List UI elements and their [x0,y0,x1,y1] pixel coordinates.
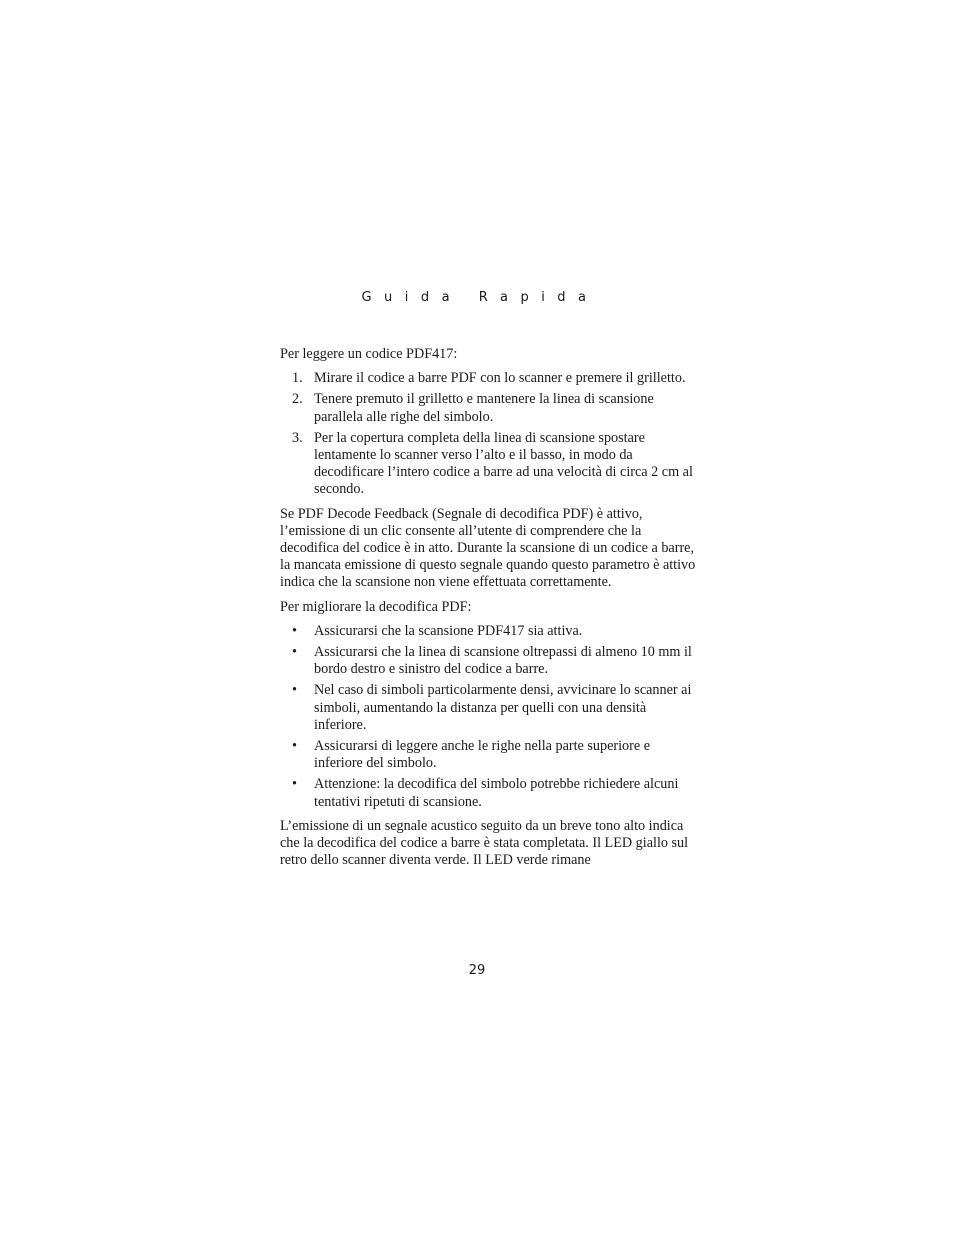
list-item [280,738,700,772]
list-item [280,391,700,425]
step-text: Per la copertura completa della linea di scansione spostare lentamente lo scanner verso l’alto e il basso, in modo da decodificare l’intero codice a barre ad una velocità di circa 2 cm al secondo. [314,429,693,498]
feedback-paragraph: Se PDF Decode Feedback (Segnale di decodifica PDF) è attivo, l’emissione di un clic consente all’utente di comprendere che la decodifica del codice è in atto. Durante la scansione di un codice a barre, la mancata emissione di questo segnale quando questo parametro è attivo indica che la scansione non viene effettuata correttamente. [280,505,696,591]
list-item [280,682,700,734]
intro-pdf-paragraph: Per leggere un codice PDF417: [280,346,458,362]
page-number: 29 [468,963,486,978]
step-text: Mirare il codice a barre PDF con lo scanner e premere il grilletto. [314,370,686,387]
tip-text: Assicurarsi di leggere anche le righe nella parte superiore e inferiore del simbolo. [314,738,651,772]
bullet-icon: • [292,644,297,661]
list-item [280,644,700,678]
tip-text: Attenzione: la decodifica del simbolo potrebbe richiedere alcuni tentativi ripetuti di scansione. [314,776,679,810]
tips-list [280,623,700,811]
page-body [280,346,700,876]
step-number: 2. [292,391,303,408]
improve-intro-paragraph: Per migliorare la decodifica PDF: [280,598,472,615]
tip-text: Assicurarsi che la linea di scansione oltrepassi di almeno 10 mm il bordo destro e sinistro del codice a barre. [314,644,692,678]
list-item [280,430,700,499]
bullet-icon: • [292,682,297,699]
list-item [280,776,700,810]
step-number: 3. [292,429,303,446]
list-item [280,370,700,387]
tip-text: Assicurarsi che la scansione PDF417 sia attiva. [314,622,583,639]
step-number: 1. [292,370,303,387]
running-header: Guida Rapida [361,290,599,305]
list-item [280,623,700,640]
bullet-icon: • [292,622,297,639]
steps-list [280,370,700,498]
bullet-icon: • [292,738,297,755]
bullet-icon: • [292,776,297,793]
step-text: Tenere premuto il grilletto e mantenere la linea di scansione parallela alle righe del simbolo. [314,391,654,425]
tip-text: Nel caso di simboli particolarmente densi, avvicinare lo scanner ai simboli, aumentando la distanza per quelli con una densità inferiore. [314,682,692,733]
closing-paragraph: L’emissione di un segnale acustico seguito da un breve tono alto indica che la decodifica del codice a barre è stata completata. Il LED giallo sul retro dello scanner diventa verde. Il LED verde rimane [280,817,689,869]
